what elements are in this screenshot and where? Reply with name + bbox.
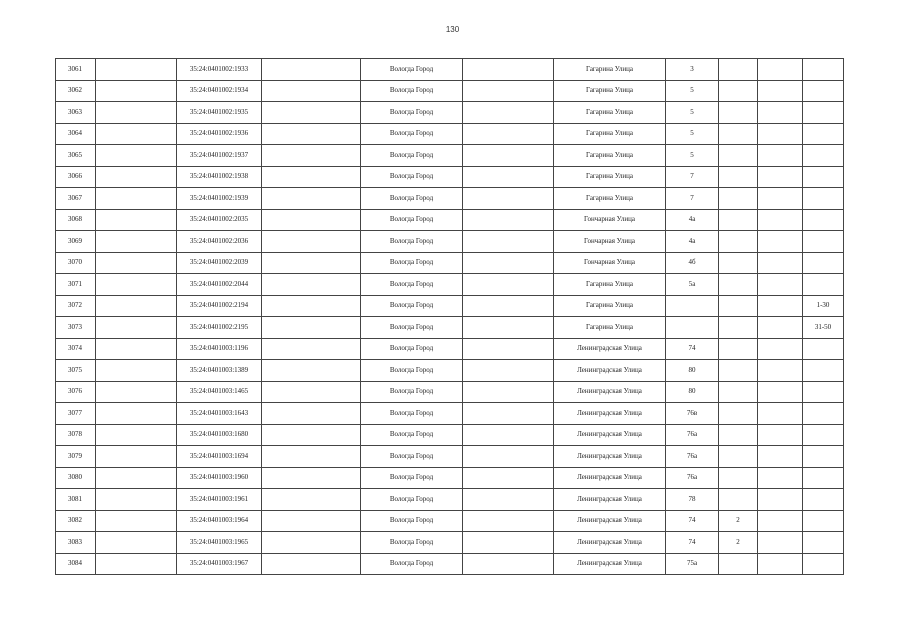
house-number-cell: 7 (666, 188, 719, 210)
empty-cell (758, 467, 803, 489)
city-cell: Вологда Город (361, 532, 463, 554)
flat-range-cell (803, 209, 844, 231)
house-number-cell: 3 (666, 59, 719, 81)
flat-range-cell (803, 188, 844, 210)
cadastral-number-cell: 35:24:0401002:2036 (177, 231, 262, 253)
table-row (56, 80, 844, 102)
empty-cell (463, 252, 554, 274)
city-cell: Вологда Город (361, 446, 463, 468)
table-row (56, 295, 844, 317)
empty-cell (758, 166, 803, 188)
table-row (56, 123, 844, 145)
page-number: 130 (445, 25, 460, 34)
house-number-cell (666, 295, 719, 317)
empty-cell (262, 360, 361, 382)
empty-cell (463, 123, 554, 145)
table-row (56, 403, 844, 425)
building-number-cell: 2 (719, 510, 758, 532)
city-cell: Вологда Город (361, 102, 463, 124)
empty-cell (758, 188, 803, 210)
empty-cell (463, 510, 554, 532)
empty-cell (758, 553, 803, 575)
house-number-cell: 74 (666, 510, 719, 532)
house-number-cell: 80 (666, 360, 719, 382)
house-number-cell: 74 (666, 532, 719, 554)
flat-range-cell: 31-50 (803, 317, 844, 339)
empty-cell (463, 102, 554, 124)
empty-cell (96, 553, 177, 575)
building-number-cell (719, 80, 758, 102)
empty-cell (758, 80, 803, 102)
city-cell: Вологда Город (361, 209, 463, 231)
flat-range-cell (803, 381, 844, 403)
city-cell: Вологда Город (361, 489, 463, 511)
flat-range-cell (803, 532, 844, 554)
empty-cell (758, 424, 803, 446)
row-number-cell: 3068 (56, 209, 96, 231)
table-row (56, 532, 844, 554)
row-number-cell: 3078 (56, 424, 96, 446)
city-cell: Вологда Город (361, 381, 463, 403)
empty-cell (463, 532, 554, 554)
empty-cell (262, 532, 361, 554)
row-number-cell: 3066 (56, 166, 96, 188)
house-number-cell: 5а (666, 274, 719, 296)
empty-cell (758, 489, 803, 511)
flat-range-cell (803, 274, 844, 296)
street-cell: Гагарина Улица (554, 59, 666, 81)
city-cell: Вологда Город (361, 59, 463, 81)
house-number-cell: 4а (666, 209, 719, 231)
row-number-cell: 3070 (56, 252, 96, 274)
empty-cell (262, 231, 361, 253)
row-number-cell: 3084 (56, 553, 96, 575)
city-cell: Вологда Город (361, 231, 463, 253)
empty-cell (96, 231, 177, 253)
flat-range-cell (803, 252, 844, 274)
city-cell: Вологда Город (361, 467, 463, 489)
city-cell: Вологда Город (361, 510, 463, 532)
row-number-cell: 3077 (56, 403, 96, 425)
city-cell: Вологда Город (361, 123, 463, 145)
row-number-cell: 3063 (56, 102, 96, 124)
empty-cell (463, 446, 554, 468)
empty-cell (758, 209, 803, 231)
row-number-cell: 3072 (56, 295, 96, 317)
flat-range-cell (803, 489, 844, 511)
house-number-cell: 5 (666, 102, 719, 124)
city-cell: Вологда Город (361, 403, 463, 425)
empty-cell (463, 381, 554, 403)
city-cell: Вологда Город (361, 80, 463, 102)
empty-cell (96, 123, 177, 145)
empty-cell (758, 403, 803, 425)
cadastral-number-cell: 35:24:0401002:1936 (177, 123, 262, 145)
house-number-cell: 74 (666, 338, 719, 360)
street-cell: Ленинградская Улица (554, 360, 666, 382)
house-number-cell: 5 (666, 145, 719, 167)
cadastral-number-cell: 35:24:0401003:1680 (177, 424, 262, 446)
cadastral-number-cell: 35:24:0401003:1389 (177, 360, 262, 382)
empty-cell (463, 489, 554, 511)
empty-cell (463, 424, 554, 446)
street-cell: Гагарина Улица (554, 102, 666, 124)
table-row (56, 338, 844, 360)
street-cell: Гагарина Улица (554, 317, 666, 339)
table-row (56, 166, 844, 188)
empty-cell (463, 467, 554, 489)
building-number-cell (719, 231, 758, 253)
building-number-cell (719, 102, 758, 124)
table-row (56, 188, 844, 210)
empty-cell (463, 209, 554, 231)
building-number-cell: 2 (719, 532, 758, 554)
cadastral-number-cell: 35:24:0401003:1967 (177, 553, 262, 575)
flat-range-cell (803, 338, 844, 360)
flat-range-cell (803, 403, 844, 425)
cadastral-number-cell: 35:24:0401002:1934 (177, 80, 262, 102)
empty-cell (758, 102, 803, 124)
empty-cell (96, 446, 177, 468)
cadastral-number-cell: 35:24:0401003:1196 (177, 338, 262, 360)
building-number-cell (719, 446, 758, 468)
cadastral-number-cell: 35:24:0401003:1964 (177, 510, 262, 532)
house-number-cell: 4б (666, 252, 719, 274)
building-number-cell (719, 403, 758, 425)
row-number-cell: 3081 (56, 489, 96, 511)
street-cell: Ленинградская Улица (554, 446, 666, 468)
cadastral-number-cell: 35:24:0401003:1694 (177, 446, 262, 468)
empty-cell (96, 274, 177, 296)
building-number-cell (719, 424, 758, 446)
building-number-cell (719, 188, 758, 210)
street-cell: Ленинградская Улица (554, 489, 666, 511)
street-cell: Ленинградская Улица (554, 381, 666, 403)
empty-cell (262, 295, 361, 317)
empty-cell (262, 274, 361, 296)
registry-table (55, 58, 844, 575)
empty-cell (96, 424, 177, 446)
flat-range-cell: 1-30 (803, 295, 844, 317)
empty-cell (463, 231, 554, 253)
row-number-cell: 3076 (56, 381, 96, 403)
empty-cell (96, 317, 177, 339)
empty-cell (262, 145, 361, 167)
row-number-cell: 3071 (56, 274, 96, 296)
empty-cell (96, 166, 177, 188)
house-number-cell: 76в (666, 403, 719, 425)
street-cell: Гончарная Улица (554, 209, 666, 231)
building-number-cell (719, 553, 758, 575)
empty-cell (758, 252, 803, 274)
empty-cell (758, 295, 803, 317)
empty-cell (758, 338, 803, 360)
city-cell: Вологда Город (361, 360, 463, 382)
city-cell: Вологда Город (361, 317, 463, 339)
flat-range-cell (803, 102, 844, 124)
street-cell: Гагарина Улица (554, 295, 666, 317)
street-cell: Гончарная Улица (554, 252, 666, 274)
cadastral-number-cell: 35:24:0401002:1933 (177, 59, 262, 81)
street-cell: Гагарина Улица (554, 80, 666, 102)
row-number-cell: 3074 (56, 338, 96, 360)
city-cell: Вологда Город (361, 252, 463, 274)
flat-range-cell (803, 123, 844, 145)
empty-cell (463, 295, 554, 317)
empty-cell (96, 209, 177, 231)
city-cell: Вологда Город (361, 553, 463, 575)
registry-rows (56, 59, 844, 575)
cadastral-number-cell: 35:24:0401002:2039 (177, 252, 262, 274)
house-number-cell (666, 317, 719, 339)
city-cell: Вологда Город (361, 338, 463, 360)
empty-cell (262, 317, 361, 339)
empty-cell (758, 123, 803, 145)
empty-cell (463, 338, 554, 360)
empty-cell (262, 381, 361, 403)
house-number-cell: 76а (666, 424, 719, 446)
empty-cell (262, 489, 361, 511)
empty-cell (463, 80, 554, 102)
building-number-cell (719, 145, 758, 167)
table-row (56, 446, 844, 468)
empty-cell (96, 59, 177, 81)
empty-cell (262, 446, 361, 468)
empty-cell (262, 424, 361, 446)
cadastral-number-cell: 35:24:0401002:2194 (177, 295, 262, 317)
empty-cell (96, 381, 177, 403)
city-cell: Вологда Город (361, 424, 463, 446)
empty-cell (463, 145, 554, 167)
table-row (56, 424, 844, 446)
empty-cell (262, 467, 361, 489)
table-row (56, 489, 844, 511)
empty-cell (758, 532, 803, 554)
flat-range-cell (803, 553, 844, 575)
street-cell: Ленинградская Улица (554, 467, 666, 489)
empty-cell (758, 446, 803, 468)
house-number-cell: 76а (666, 446, 719, 468)
street-cell: Гончарная Улица (554, 231, 666, 253)
street-cell: Ленинградская Улица (554, 553, 666, 575)
empty-cell (96, 338, 177, 360)
flat-range-cell (803, 446, 844, 468)
flat-range-cell (803, 360, 844, 382)
street-cell: Гагарина Улица (554, 274, 666, 296)
building-number-cell (719, 467, 758, 489)
house-number-cell: 78 (666, 489, 719, 511)
empty-cell (96, 532, 177, 554)
street-cell: Гагарина Улица (554, 123, 666, 145)
house-number-cell: 76а (666, 467, 719, 489)
city-cell: Вологда Город (361, 274, 463, 296)
row-number-cell: 3080 (56, 467, 96, 489)
empty-cell (262, 80, 361, 102)
empty-cell (96, 403, 177, 425)
cadastral-number-cell: 35:24:0401002:2195 (177, 317, 262, 339)
cadastral-number-cell: 35:24:0401002:1939 (177, 188, 262, 210)
street-cell: Ленинградская Улица (554, 338, 666, 360)
table-row (56, 381, 844, 403)
table-row (56, 231, 844, 253)
table-row (56, 209, 844, 231)
row-number-cell: 3065 (56, 145, 96, 167)
city-cell: Вологда Город (361, 145, 463, 167)
empty-cell (96, 252, 177, 274)
row-number-cell: 3079 (56, 446, 96, 468)
empty-cell (96, 360, 177, 382)
row-number-cell: 3061 (56, 59, 96, 81)
cadastral-number-cell: 35:24:0401002:1935 (177, 102, 262, 124)
empty-cell (262, 123, 361, 145)
row-number-cell: 3062 (56, 80, 96, 102)
empty-cell (262, 553, 361, 575)
building-number-cell (719, 274, 758, 296)
empty-cell (96, 467, 177, 489)
row-number-cell: 3073 (56, 317, 96, 339)
flat-range-cell (803, 510, 844, 532)
empty-cell (96, 188, 177, 210)
empty-cell (96, 145, 177, 167)
empty-cell (262, 403, 361, 425)
street-cell: Ленинградская Улица (554, 510, 666, 532)
building-number-cell (719, 381, 758, 403)
row-number-cell: 3083 (56, 532, 96, 554)
building-number-cell (719, 489, 758, 511)
table-row (56, 145, 844, 167)
empty-cell (463, 553, 554, 575)
row-number-cell: 3064 (56, 123, 96, 145)
empty-cell (758, 360, 803, 382)
house-number-cell: 4а (666, 231, 719, 253)
empty-cell (463, 403, 554, 425)
flat-range-cell (803, 231, 844, 253)
empty-cell (262, 188, 361, 210)
empty-cell (463, 188, 554, 210)
empty-cell (96, 510, 177, 532)
street-cell: Гагарина Улица (554, 188, 666, 210)
empty-cell (758, 231, 803, 253)
empty-cell (96, 295, 177, 317)
empty-cell (758, 59, 803, 81)
empty-cell (262, 59, 361, 81)
house-number-cell: 80 (666, 381, 719, 403)
house-number-cell: 75а (666, 553, 719, 575)
building-number-cell (719, 295, 758, 317)
row-number-cell: 3067 (56, 188, 96, 210)
empty-cell (758, 381, 803, 403)
cadastral-number-cell: 35:24:0401002:1937 (177, 145, 262, 167)
flat-range-cell (803, 59, 844, 81)
table-row (56, 102, 844, 124)
flat-range-cell (803, 80, 844, 102)
house-number-cell: 5 (666, 123, 719, 145)
cadastral-number-cell: 35:24:0401003:1465 (177, 381, 262, 403)
row-number-cell: 3075 (56, 360, 96, 382)
row-number-cell: 3069 (56, 231, 96, 253)
building-number-cell (719, 166, 758, 188)
flat-range-cell (803, 467, 844, 489)
city-cell: Вологда Город (361, 188, 463, 210)
row-number-cell: 3082 (56, 510, 96, 532)
empty-cell (262, 166, 361, 188)
cadastral-number-cell: 35:24:0401003:1643 (177, 403, 262, 425)
table-row (56, 360, 844, 382)
table-row (56, 467, 844, 489)
building-number-cell (719, 317, 758, 339)
street-cell: Ленинградская Улица (554, 532, 666, 554)
building-number-cell (719, 338, 758, 360)
table-row (56, 510, 844, 532)
empty-cell (96, 489, 177, 511)
empty-cell (262, 338, 361, 360)
table-row (56, 59, 844, 81)
empty-cell (758, 145, 803, 167)
cadastral-number-cell: 35:24:0401002:1938 (177, 166, 262, 188)
empty-cell (262, 102, 361, 124)
table-row (56, 317, 844, 339)
building-number-cell (719, 123, 758, 145)
empty-cell (758, 510, 803, 532)
flat-range-cell (803, 145, 844, 167)
city-cell: Вологда Город (361, 295, 463, 317)
building-number-cell (719, 360, 758, 382)
table-row (56, 274, 844, 296)
street-cell: Гагарина Улица (554, 166, 666, 188)
house-number-cell: 5 (666, 80, 719, 102)
empty-cell (262, 209, 361, 231)
empty-cell (96, 102, 177, 124)
empty-cell (463, 360, 554, 382)
empty-cell (463, 274, 554, 296)
empty-cell (96, 80, 177, 102)
flat-range-cell (803, 424, 844, 446)
building-number-cell (719, 252, 758, 274)
building-number-cell (719, 209, 758, 231)
empty-cell (463, 59, 554, 81)
cadastral-number-cell: 35:24:0401003:1965 (177, 532, 262, 554)
house-number-cell: 7 (666, 166, 719, 188)
flat-range-cell (803, 166, 844, 188)
table-row (56, 553, 844, 575)
empty-cell (262, 252, 361, 274)
city-cell: Вологда Город (361, 166, 463, 188)
cadastral-number-cell: 35:24:0401002:2035 (177, 209, 262, 231)
empty-cell (463, 317, 554, 339)
cadastral-number-cell: 35:24:0401003:1960 (177, 467, 262, 489)
empty-cell (758, 274, 803, 296)
table-row (56, 252, 844, 274)
building-number-cell (719, 59, 758, 81)
cadastral-number-cell: 35:24:0401002:2044 (177, 274, 262, 296)
street-cell: Ленинградская Улица (554, 424, 666, 446)
empty-cell (262, 510, 361, 532)
cadastral-number-cell: 35:24:0401003:1961 (177, 489, 262, 511)
street-cell: Гагарина Улица (554, 145, 666, 167)
street-cell: Ленинградская Улица (554, 403, 666, 425)
empty-cell (463, 166, 554, 188)
empty-cell (758, 317, 803, 339)
